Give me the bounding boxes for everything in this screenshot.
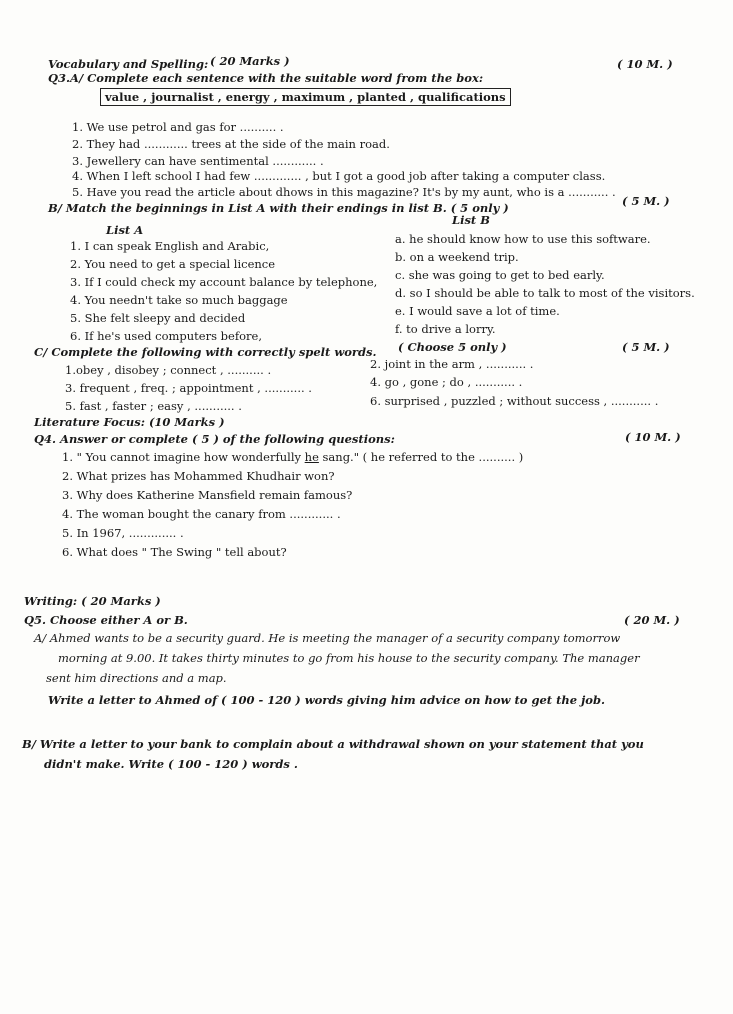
q4-instruction: Q4. Answer or complete ( 5 ) of the following questions: <box>34 432 395 446</box>
q4-marks: ( 10 M. ) <box>625 430 681 444</box>
list-b-item: f. to drive a lorry. <box>395 322 496 336</box>
list-a-title: List A <box>106 223 144 237</box>
option-b-line: didn't make. Write ( 100 - 120 ) words . <box>44 757 298 771</box>
q4-q1-pre: 1. " You cannot imagine how wonderfully <box>62 450 305 464</box>
spell-marks: ( 5 M. ) <box>622 340 670 354</box>
q5-instruction: Q5. Choose either A or B. <box>24 613 188 627</box>
q3a-instruction: Q3.A/ Complete each sentence with the suitable word from the box: <box>48 71 484 85</box>
list-a-item: 1. I can speak English and Arabic, <box>70 239 270 253</box>
list-b-item: d. so I should be able to talk to most of the visitors. <box>395 286 695 300</box>
option-b-line: B/ Write a letter to your bank to complain about a withdrawal shown on your statement that you <box>22 737 644 751</box>
q4-question: 3. Why does Katherine Mansfield remain famous? <box>62 488 353 502</box>
q4-question: 2. What prizes has Mohammed Khudhair won? <box>62 469 335 483</box>
match-marks: ( 5 M. ) <box>622 194 670 208</box>
q4-question: 4. The woman bought the canary from ............ . <box>62 507 341 521</box>
option-a-task: Write a letter to Ahmed of ( 100 - 120 ) words giving him advice on how to get the job. <box>48 693 605 707</box>
q5-marks: ( 20 M. ) <box>624 613 680 627</box>
q3a-sentence-5: 5. Have you read the article about dhows in this magazine? It's by my aunt, who is a ........... . <box>72 185 616 199</box>
spell-item: 3. frequent , freq. ; appointment , ........... . <box>65 381 312 395</box>
option-a-line: morning at 9.00. It takes thirty minutes to go from his house to the security company. The manager <box>58 651 640 665</box>
vocab-heading: Vocabulary and Spelling: <box>48 57 209 71</box>
option-a-line: sent him directions and a map. <box>46 671 227 685</box>
literature-heading: Literature Focus: (10 Marks ) <box>34 415 225 429</box>
q3a-sentence-2: 2. They had ............ trees at the side of the main road. <box>72 137 390 151</box>
q3a-sentence-4: 4. When I left school I had few ............. , but I got a good job after taking a computer class. <box>72 169 606 183</box>
q4-q1-he: he <box>304 450 319 464</box>
list-b-item: c. she was going to get to bed early. <box>395 268 605 282</box>
spell-item: 5. fast , faster ; easy , ........... . <box>65 399 242 413</box>
q4-question-1 <box>62 451 523 464</box>
q4-q1-post: sang." ( he referred to the .......... ) <box>318 450 524 464</box>
spell-item: 4. go , gone ; do , ........... . <box>370 375 523 389</box>
option-a-line: A/ Ahmed wants to be a security guard. He is meeting the manager of a security company tomorrow <box>34 631 621 645</box>
list-a-item: 5. She felt sleepy and decided <box>70 311 246 325</box>
list-a-item: 2. You need to get a special licence <box>70 257 276 271</box>
q3a-marks: ( 10 M. ) <box>617 57 673 71</box>
match-heading: B/ Match the beginnings in List A with their endings in list B. ( 5 only ) <box>48 201 509 215</box>
list-a-item: 3. If I could check my account balance by telephone, <box>70 275 378 289</box>
spell-item: 2. joint in the arm , ........... . <box>370 357 534 371</box>
list-b-item: e. I would save a lot of time. <box>395 304 560 318</box>
q4-question: 6. What does " The Swing " tell about? <box>62 545 287 559</box>
spell-heading: C/ Complete the following with correctly spelt words. <box>34 345 377 359</box>
writing-heading: Writing: ( 20 Marks ) <box>24 594 161 608</box>
list-a-item: 6. If he's used computers before, <box>70 329 262 343</box>
q3a-sentence-3: 3. Jewellery can have sentimental ............ . <box>72 154 324 168</box>
list-b-item: b. on a weekend trip. <box>395 250 519 264</box>
list-b-item: a. he should know how to use this software. <box>395 232 651 246</box>
spell-item: 1.obey , disobey ; connect , .......... . <box>65 363 272 377</box>
list-a-item: 4. You needn't take so much baggage <box>70 293 288 307</box>
spell-choose: ( Choose 5 only ) <box>398 340 507 354</box>
q3a-sentence-1: 1. We use petrol and gas for .......... . <box>72 120 284 134</box>
q4-question: 5. In 1967, ............. . <box>62 526 184 540</box>
vocab-marks: ( 20 Marks ) <box>210 54 290 68</box>
spell-item: 6. surprised , puzzled ; without success , ........... . <box>370 394 659 408</box>
word-box: value , journalist , energy , maximum , planted , qualifications <box>100 88 511 106</box>
list-b-title: List B <box>452 213 490 227</box>
